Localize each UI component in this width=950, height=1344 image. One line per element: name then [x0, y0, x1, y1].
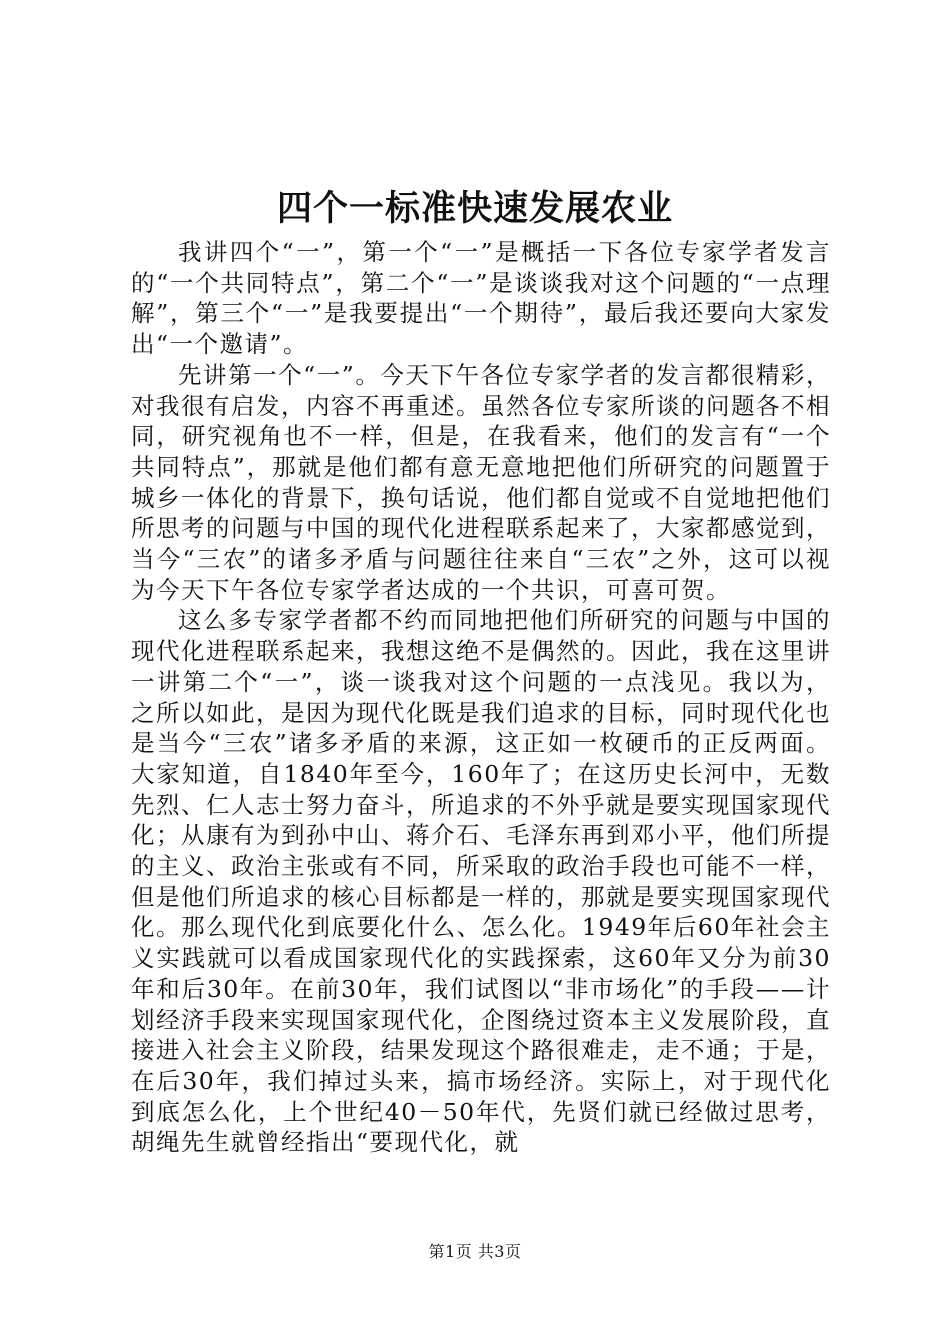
paragraph-2: 先讲第一个“一”。今天下午各位专家学者的发言都很精彩，对我很有启发，内容不再重述。虽然各位专家所谈的问题各不相同，研究视角也不一样，但是，在我看来，他们的发言有“一个共同特点”，那就是他们都有意无意地把他们所研究的问题置于城乡一体化的背景下，换句话说，他们都自觉或不自觉地把他们所思考的问题与中国的现代化进程联系起来了，大家都感觉到，当今“三农”的诸多矛盾与问题往往来自“三农”之外，这可以视为今天下午各位专家学者达成的一个共识，可喜可贺。	[131, 360, 831, 604]
document-body	[131, 237, 831, 1158]
page-footer: 第1页 共3页	[428, 1242, 522, 1261]
document-title: 四个一标准快速发展农业	[276, 189, 673, 229]
paragraph-3: 这么多专家学者都不约而同地把他们所研究的问题与中国的现代化进程联系起来，我想这绝不是偶然的。因此，我在这里讲一讲第二个“一”，谈一谈我对这个问题的一点浅见。我以为，之所以如此，是因为现代化既是我们追求的目标，同时现代化也是当今“三农”诸多矛盾的来源，这正如一枚硬币的正反两面。大家知道，自1840年至今，160年了；在这历史长河中，无数先烈、仁人志士努力奋斗，所追求的不外乎就是要实现国家现代化；从康有为到孙中山、蒋介石、毛泽东再到邓小平，他们所提的主义、政治主张或有不同，所采取的政治手段也可能不一样，但是他们所追求的核心目标都是一样的，那就是要实现国家现代化。那么现代化到底要化什么、怎么化。1949年后60年社会主义实践就可以看成国家现代化的实践探索，这60年又分为前30年和后30年。在前30年，我们试图以“非市场化”的手段——计划经济手段来实现国家现代化，企图绕过资本主义发展阶段，直接进入社会主义阶段，结果发现这个路很难走，走不通；于是，在后30年，我们掉过头来，搞市场经济。实际上，对于现代化到底怎么化，上个世纪40－50年代，先贤们就已经做过思考，胡绳先生就曾经指出“要现代化，就	[131, 606, 831, 1157]
paragraph-1: 我讲四个“一”，第一个“一”是概括一下各位专家学者发言的“一个共同特点”，第二个“一”是谈谈我对这个问题的“一点理解”，第三个“一”是我要提出“一个期待”，最后我还要向大家发出“一个邀请”。	[131, 238, 831, 359]
